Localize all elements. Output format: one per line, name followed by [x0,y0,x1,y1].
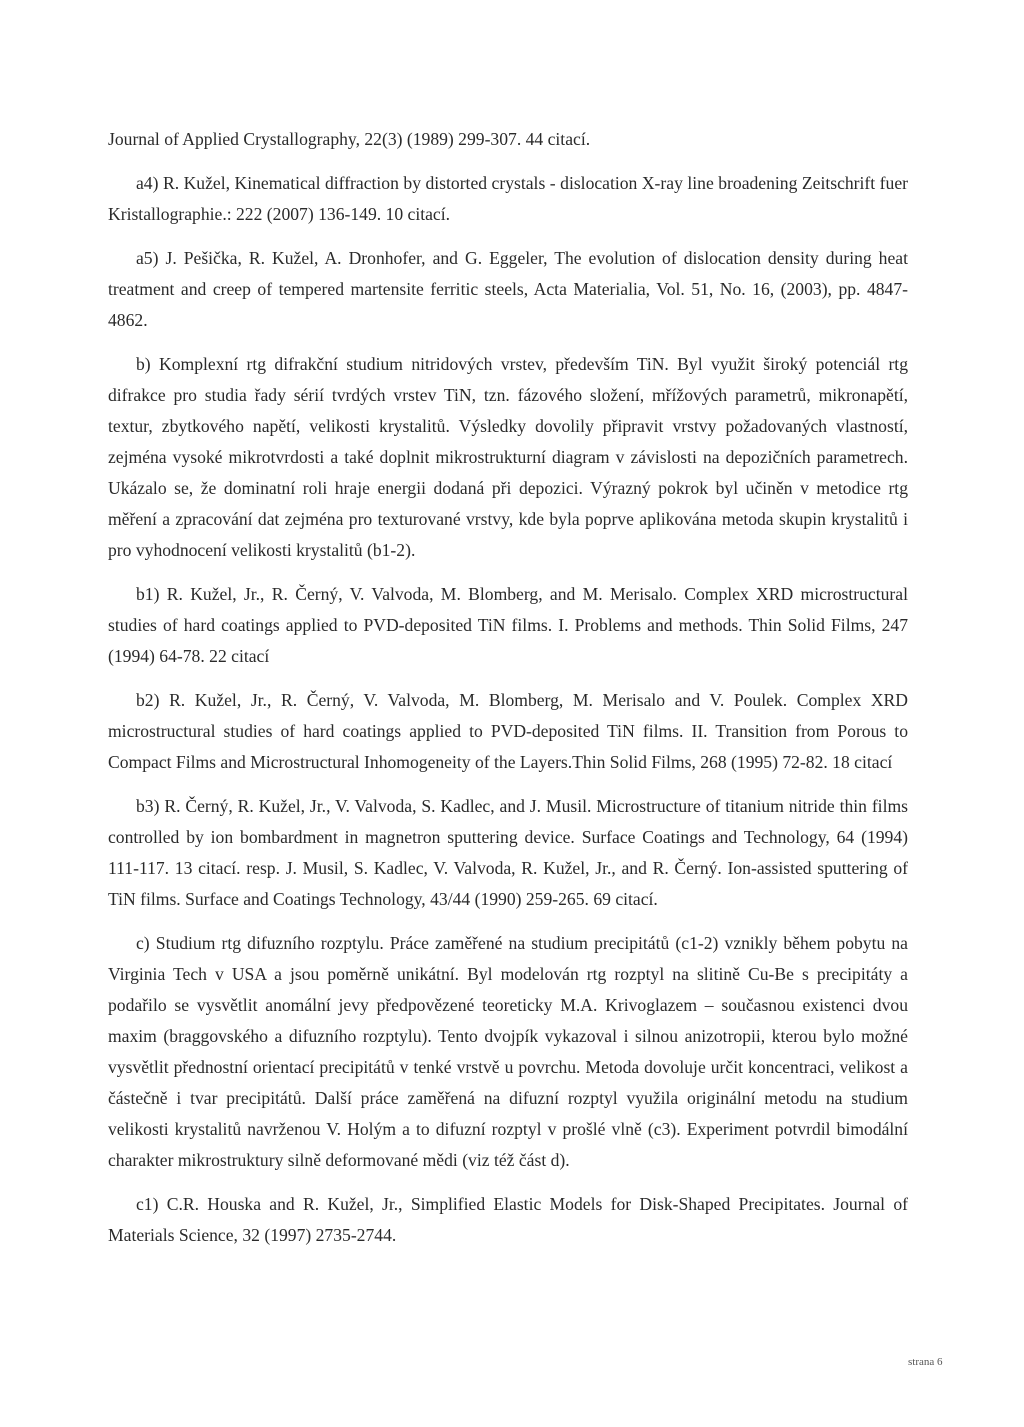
page-number: strana 6 [908,1356,943,1368]
reference-continuation: Journal of Applied Crystallography, 22(3) (1989) 299-307. 44 citací. [108,129,591,149]
reference-a5: a5) J. Pešička, R. Kužel, A. Dronhofer, and G. Eggeler, The evolution of dislocation density during heat treatment and creep of tempered martensite ferritic steels, Acta Materialia, Vol. 51, No. 16, (2003), pp. 4847-4862. [108,248,908,330]
section-b-paragraph: b) Komplexní rtg difrakční studium nitridových vrstev, především TiN. Byl využit široký potenciál rtg difrakce pro studia řady sérií tvrdých vrstev TiN, tzn. fázového složení, mřížových parametrů, mikronapětí, textur, zbytkového napětí, velikosti krystalitů. Výsledky dovolily připravit vrstvy požadovaných vlastností, zejména vysoké mikrotvrdosti a také doplnit mikrostrukturní diagram v závislosti na depozičních parametrech. Ukázalo se, že dominatní roli hraje energii dodaná při depozici. Výrazný pokrok byl učiněn v metodice rtg měření a zpracování dat zejména pro texturované vrstvy, kde byla poprve aplikována metoda skupin krystalitů i pro vyhodnocení velikosti krystalitů (b1-2). [108,354,908,560]
document-page [108,124,908,1264]
reference-a4: a4) R. Kužel, Kinematical diffraction by distorted crystals - dislocation X-ray line broadening Zeitschrift fuer Kristallographie.: 222 (2007) 136-149. 10 citací. [108,173,908,224]
reference-b2: b2) R. Kužel, Jr., R. Černý, V. Valvoda, M. Blomberg, M. Merisalo and V. Poulek. Complex XRD microstructural studies of hard coatings applied to PVD-deposited TiN films. II. Transition from Porous to Compact Films and Microstructural Inhomogeneity of the Layers.Thin Solid Films, 268 (1995) 72-82. 18 citací [108,690,908,772]
section-c-paragraph: c) Studium rtg difuzního rozptylu. Práce zaměřené na studium precipitátů (c1-2) vznikly během pobytu na Virginia Tech v USA a jsou poměrně unikátní. Byl modelován rtg rozptyl na slitině Cu-Be s precipitáty a podařilo se vysvětlit anomální jevy předpovězené teoreticky M.A. Krivoglazem – současnou existenci dvou maxim (braggovského a difuzního rozptylu). Tento dvojpík vykazoval i silnou anizotropii, kterou bylo možné vysvětlit přednostní orientací precipitátů v tenké vrstvě u povrchu. Metoda dovoluje určit koncentraci, velikost a částečně i tvar precipitátů. Další práce zaměřená na difuzní rozptyl využila originální metodu na studium velikosti krystalitů navrženou V. Holým a to difuzní rozptyl v prošlé vlně (c3). Experiment potvrdil bimodální charakter mikrostruktury silně deformované mědi (viz též část d). [108,933,908,1170]
reference-b3: b3) R. Černý, R. Kužel, Jr., V. Valvoda, S. Kadlec, and J. Musil. Microstructure of titanium nitride thin films controlled by ion bombardment in magnetron sputtering device. Surface Coatings and Technology, 64 (1994) 111-117. 13 citací. resp. J. Musil, S. Kadlec, V. Valvoda, R. Kužel, Jr., and R. Černý. Ion-assisted sputtering of TiN films. Surface and Coatings Technology, 43/44 (1990) 259-265. 69 citací. [108,796,908,909]
reference-c1: c1) C.R. Houska and R. Kužel, Jr., Simplified Elastic Models for Disk-Shaped Precipitates. Journal of Materials Science, 32 (1997) 2735-2744. [108,1194,908,1245]
reference-b1: b1) R. Kužel, Jr., R. Černý, V. Valvoda, M. Blomberg, and M. Merisalo. Complex XRD microstructural studies of hard coatings applied to PVD-deposited TiN films. I. Problems and methods. Thin Solid Films, 247 (1994) 64-78. 22 citací [108,584,908,666]
